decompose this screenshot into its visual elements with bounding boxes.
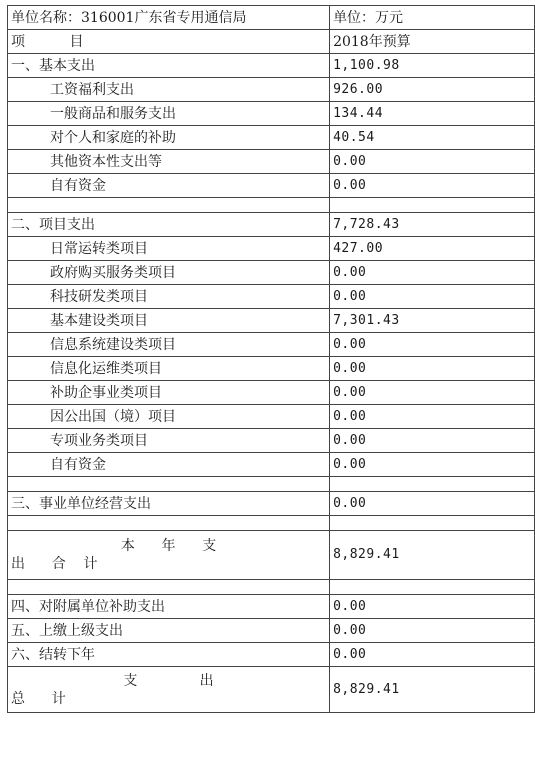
- row-value: [330, 198, 535, 213]
- row-label: 六、结转下年: [8, 643, 330, 667]
- row-value: 0.00: [330, 405, 535, 429]
- table-row: [8, 174, 535, 198]
- row-value: [330, 477, 535, 492]
- row-label: 补助企事业类项目: [8, 381, 330, 405]
- table-row: [8, 595, 535, 619]
- row-value: 7,728.43: [330, 213, 535, 237]
- row-value: 0.00: [330, 285, 535, 309]
- row-label: [8, 580, 330, 595]
- column-header-row: [8, 30, 535, 54]
- row-label: 日常运转类项目: [8, 237, 330, 261]
- table-row: [8, 429, 535, 453]
- grand-total-value: 8,829.41: [330, 667, 535, 713]
- table-row: [8, 492, 535, 516]
- table-row: [8, 357, 535, 381]
- table-row: [8, 261, 535, 285]
- table-row: [8, 333, 535, 357]
- table-row: [8, 309, 535, 333]
- grand-total-label: [8, 667, 330, 713]
- row-label: 因公出国（境）项目: [8, 405, 330, 429]
- annual-total-value: 8,829.41: [330, 531, 535, 580]
- row-label: 一、基本支出: [8, 54, 330, 78]
- item-column-header: 项 目: [8, 30, 330, 54]
- annual-total-label-bottom: 出 合 计: [11, 556, 98, 572]
- blank-row: [8, 580, 535, 595]
- row-value: 0.00: [330, 595, 535, 619]
- annual-total-label-top: 本 年 支: [120, 538, 217, 554]
- grand-total-label-top: 支 出: [123, 672, 214, 689]
- grand-total-row: [8, 667, 535, 713]
- row-label: 信息系统建设类项目: [8, 333, 330, 357]
- row-value: 134.44: [330, 102, 535, 126]
- row-value: 0.00: [330, 492, 535, 516]
- row-value: 0.00: [330, 357, 535, 381]
- table-row: [8, 150, 535, 174]
- table-row: [8, 102, 535, 126]
- table-row: [8, 54, 535, 78]
- row-value: 0.00: [330, 150, 535, 174]
- row-label: 政府购买服务类项目: [8, 261, 330, 285]
- grand-total-label-bottom: 总 计: [11, 690, 66, 707]
- table-row: [8, 78, 535, 102]
- row-value: 0.00: [330, 643, 535, 667]
- row-label: 自有资金: [8, 174, 330, 198]
- row-value: 0.00: [330, 619, 535, 643]
- annual-total-label: [8, 531, 330, 580]
- row-value: 1,100.98: [330, 54, 535, 78]
- header-row: [8, 6, 535, 30]
- row-label: 自有资金: [8, 453, 330, 477]
- row-label: 四、对附属单位补助支出: [8, 595, 330, 619]
- row-value: 926.00: [330, 78, 535, 102]
- row-label: 其他资本性支出等: [8, 150, 330, 174]
- row-label: 基本建设类项目: [8, 309, 330, 333]
- row-value: 0.00: [330, 453, 535, 477]
- unit-name-cell: 单位名称：316001广东省专用通信局: [8, 6, 330, 30]
- row-value: 427.00: [330, 237, 535, 261]
- row-label: [8, 477, 330, 492]
- row-label: 三、事业单位经营支出: [8, 492, 330, 516]
- row-label: 五、上缴上级支出: [8, 619, 330, 643]
- row-value: 0.00: [330, 381, 535, 405]
- row-value: 40.54: [330, 126, 535, 150]
- table-row: [8, 453, 535, 477]
- unit-cell: 单位：万元: [330, 6, 535, 30]
- table-row: [8, 619, 535, 643]
- row-label: [8, 516, 330, 531]
- table-row: [8, 237, 535, 261]
- row-label: 对个人和家庭的补助: [8, 126, 330, 150]
- budget-column-header: 2018年预算: [330, 30, 535, 54]
- row-value: [330, 516, 535, 531]
- table-row: [8, 643, 535, 667]
- table-row: [8, 381, 535, 405]
- row-value: 0.00: [330, 429, 535, 453]
- row-label: 工资福利支出: [8, 78, 330, 102]
- row-value: 0.00: [330, 174, 535, 198]
- row-label: [8, 198, 330, 213]
- row-value: [330, 580, 535, 595]
- row-label: 一般商品和服务支出: [8, 102, 330, 126]
- blank-row: [8, 198, 535, 213]
- row-value: 7,301.43: [330, 309, 535, 333]
- row-label: 二、项目支出: [8, 213, 330, 237]
- table-row: [8, 405, 535, 429]
- row-value: 0.00: [330, 261, 535, 285]
- row-label: 科技研发类项目: [8, 285, 330, 309]
- row-label: 信息化运维类项目: [8, 357, 330, 381]
- row-value: 0.00: [330, 333, 535, 357]
- table-row: [8, 126, 535, 150]
- blank-row: [8, 516, 535, 531]
- annual-total-row: [8, 531, 535, 580]
- row-label: 专项业务类项目: [8, 429, 330, 453]
- blank-row: [8, 477, 535, 492]
- table-row: [8, 213, 535, 237]
- table-row: [8, 285, 535, 309]
- budget-table: [7, 5, 535, 713]
